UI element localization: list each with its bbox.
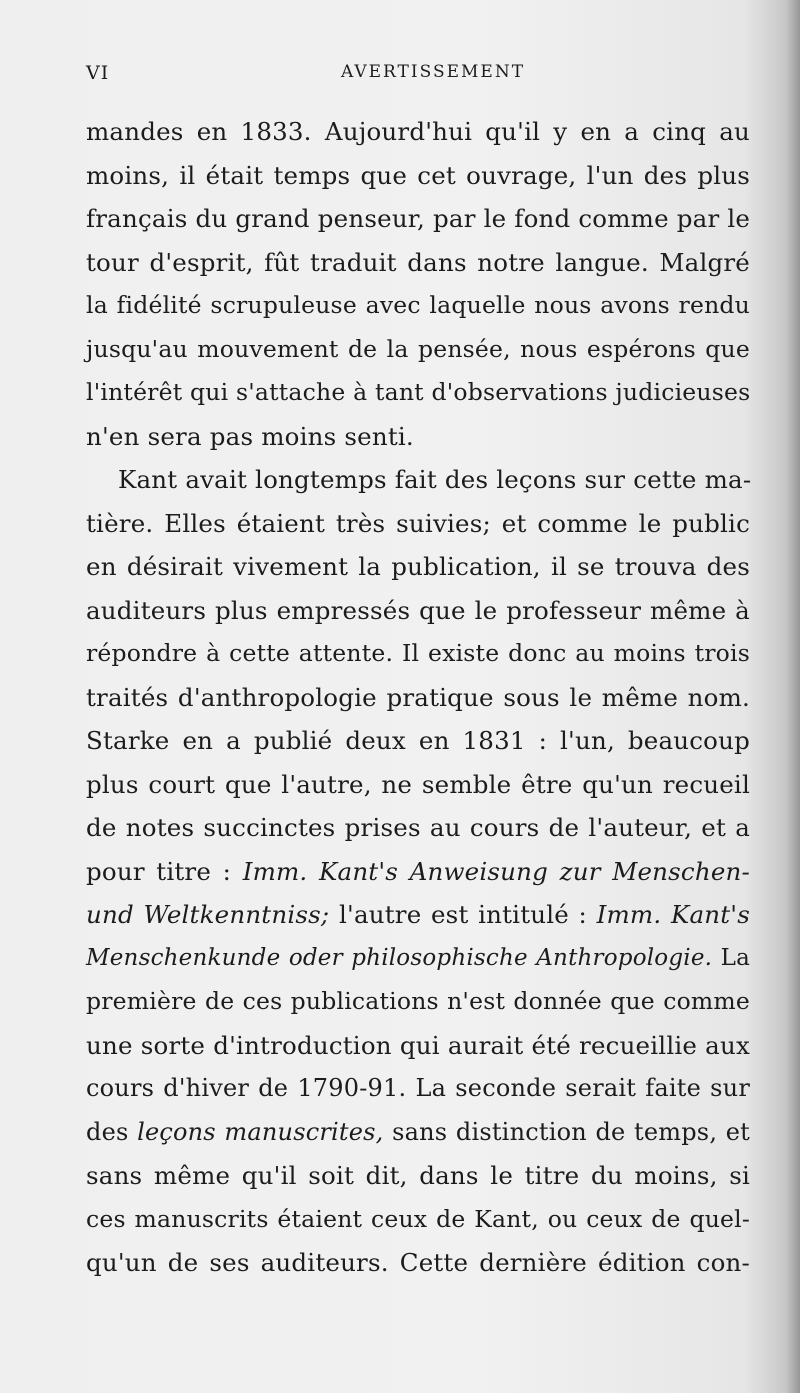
text-line <box>86 1067 750 1111</box>
text-line <box>86 110 750 154</box>
italic-text-segment: leçons manuscrites, <box>137 1117 384 1146</box>
page-number: VI <box>86 62 110 84</box>
text-line <box>86 1241 750 1285</box>
italic-text-segment: und Weltkenntniss; <box>86 900 330 929</box>
running-head <box>86 62 746 92</box>
text-segment: tour d'esprit, fût traduit dans notre langue. Malgré <box>86 247 750 277</box>
text-segment: Kant avait longtemps fait des leçons sur cette ma- <box>118 465 752 494</box>
text-line <box>86 154 750 198</box>
text-line <box>86 284 750 328</box>
text-line <box>86 763 750 807</box>
text-line <box>86 1111 750 1155</box>
text-line <box>86 371 750 415</box>
text-segment: tière. Elles étaient très suivies; et comme le public <box>86 508 750 538</box>
text-segment: la fidélité scrupuleuse avec laquelle nous avons rendu <box>86 291 750 319</box>
text-line <box>86 502 750 546</box>
text-line <box>86 980 750 1024</box>
text-line <box>86 415 750 459</box>
text-line <box>86 937 750 981</box>
running-title: AVERTISSEMENT <box>340 62 526 82</box>
text-line <box>86 589 750 633</box>
text-segment: moins, il était temps que cet ouvrage, l'un des plus <box>86 160 750 190</box>
text-line <box>86 893 750 937</box>
text-line <box>86 719 750 763</box>
text-line <box>86 458 750 502</box>
text-segment: mandes en 1833. Aujourd'hui qu'il y en a cinq au <box>86 117 750 146</box>
text-line <box>86 806 750 850</box>
text-segment: français du grand penseur, par le fond comme par le <box>86 204 751 233</box>
body-text <box>86 110 750 1285</box>
italic-text-segment: Imm. Kant's Anweisung zur Menschen- <box>242 856 750 886</box>
text-line <box>86 632 750 676</box>
text-line <box>86 241 750 285</box>
text-segment: de notes succinctes prises au cours de l'auteur, et a <box>86 813 750 842</box>
text-line <box>86 1198 750 1242</box>
text-line <box>86 1024 750 1068</box>
text-segment: La <box>712 944 750 971</box>
text-segment: pour titre : <box>86 856 243 886</box>
text-segment: Starke en a publié deux en 1831 : l'un, beaucoup <box>86 726 750 755</box>
text-segment: en désirait vivement la publication, il se trouva des <box>86 552 750 581</box>
text-segment: auditeurs plus empressés que le professeur même à <box>86 595 750 625</box>
text-segment: cours d'hiver de 1790-91. La seconde serait faite sur <box>86 1074 750 1102</box>
italic-text-segment: Imm. Kant's <box>596 900 750 929</box>
text-segment: qu'un de ses auditeurs. Cette dernière édition con- <box>86 1248 750 1277</box>
text-segment: l'autre est intitulé : <box>329 900 597 929</box>
text-line <box>86 1154 750 1198</box>
text-line <box>86 676 750 720</box>
text-segment: répondre à cette attente. Il existe donc au moins trois <box>86 639 750 667</box>
text-segment: sans distinction de temps, et <box>383 1117 750 1146</box>
text-segment: jusqu'au mouvement de la pensée, nous espérons que <box>86 334 750 363</box>
text-line <box>86 545 750 589</box>
page-edge-shadow <box>786 0 800 1393</box>
text-segment: des <box>86 1117 138 1146</box>
text-segment: une sorte d'introduction qui aurait été recueillie aux <box>86 1030 750 1060</box>
text-segment: première de ces publications n'est donnée que comme <box>86 987 750 1015</box>
text-segment: sans même qu'il soit dit, dans le titre du moins, si <box>86 1161 750 1190</box>
text-segment: ces manuscrits étaient ceux de Kant, ou ceux de quel- <box>86 1204 750 1233</box>
italic-text-segment: Menschenkunde oder philosophische Anthropologie. <box>86 944 713 971</box>
text-line <box>86 328 750 372</box>
text-segment: traités d'anthropologie pratique sous le même nom. <box>86 682 750 712</box>
text-segment: l'intérêt qui s'attache à tant d'observations judicieuses <box>86 378 751 406</box>
text-segment: plus court que l'autre, ne semble être qu'un recueil <box>86 769 750 799</box>
text-line <box>86 197 750 241</box>
text-segment: n'en sera pas moins senti. <box>86 421 414 451</box>
text-line <box>86 850 750 894</box>
